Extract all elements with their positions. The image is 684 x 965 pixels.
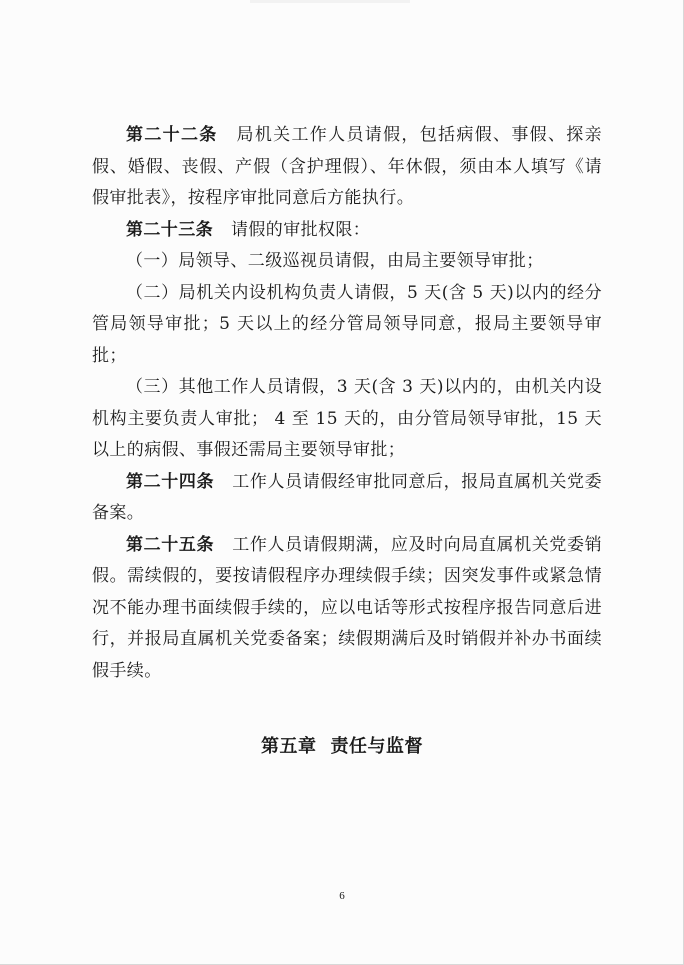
list-item: （二）局机关内设机构负责人请假，5 天(含 5 天)以内的经分管局领导审批；5 天以上的经分管局领导同意，报局主要领导审批； bbox=[92, 282, 602, 366]
chapter-title: 责任与监督 bbox=[330, 736, 423, 757]
article-25 bbox=[92, 530, 602, 688]
article-heading: 第二十三条 bbox=[126, 219, 213, 240]
article-text: 工作人员请假期满，应及时向局直属机关党委销假。需续假的，要按请假程序办理续假手续；因突发事件或紧急情况不能办理书面续假手续的，应以电话等形式按程序报告同意后进行，并报局直属机关党委备案；续假期满后及时销假并补办书面续假手续。 bbox=[92, 534, 602, 681]
list-item: （三）其他工作人员请假，3 天(含 3 天)以内的，由机关内设机构主要负责人审批； 4 至 15 天的，由分管局领导审批，15 天以上的病假、事假还需局主要领导审批； bbox=[92, 377, 602, 460]
article-text: 请假的审批权限： bbox=[231, 219, 371, 240]
article-23 bbox=[92, 215, 602, 247]
page-body bbox=[92, 120, 602, 687]
article-heading: 第二十五条 bbox=[126, 534, 215, 555]
article-text: 工作人员请假经审批同意后，报局直属机关党委备案。 bbox=[92, 471, 602, 523]
article-heading: 第二十四条 bbox=[126, 471, 215, 492]
scan-artifact bbox=[250, 0, 410, 3]
article-heading: 第二十二条 bbox=[126, 125, 218, 145]
chapter-heading bbox=[0, 732, 684, 758]
chapter-number: 第五章 bbox=[261, 736, 317, 757]
list-item: （一）局领导、二级巡视员请假，由局主要领导审批； bbox=[126, 251, 544, 271]
article-22 bbox=[92, 120, 602, 215]
article-24 bbox=[92, 467, 602, 530]
article-text: 局机关工作人员请假，包括病假、事假、探亲假、婚假、丧假、产假（含护理假）、年休假，须由本人填写《请假审批表》，按程序审批同意后方能执行。 bbox=[92, 125, 603, 208]
page-number: 6 bbox=[339, 890, 345, 902]
